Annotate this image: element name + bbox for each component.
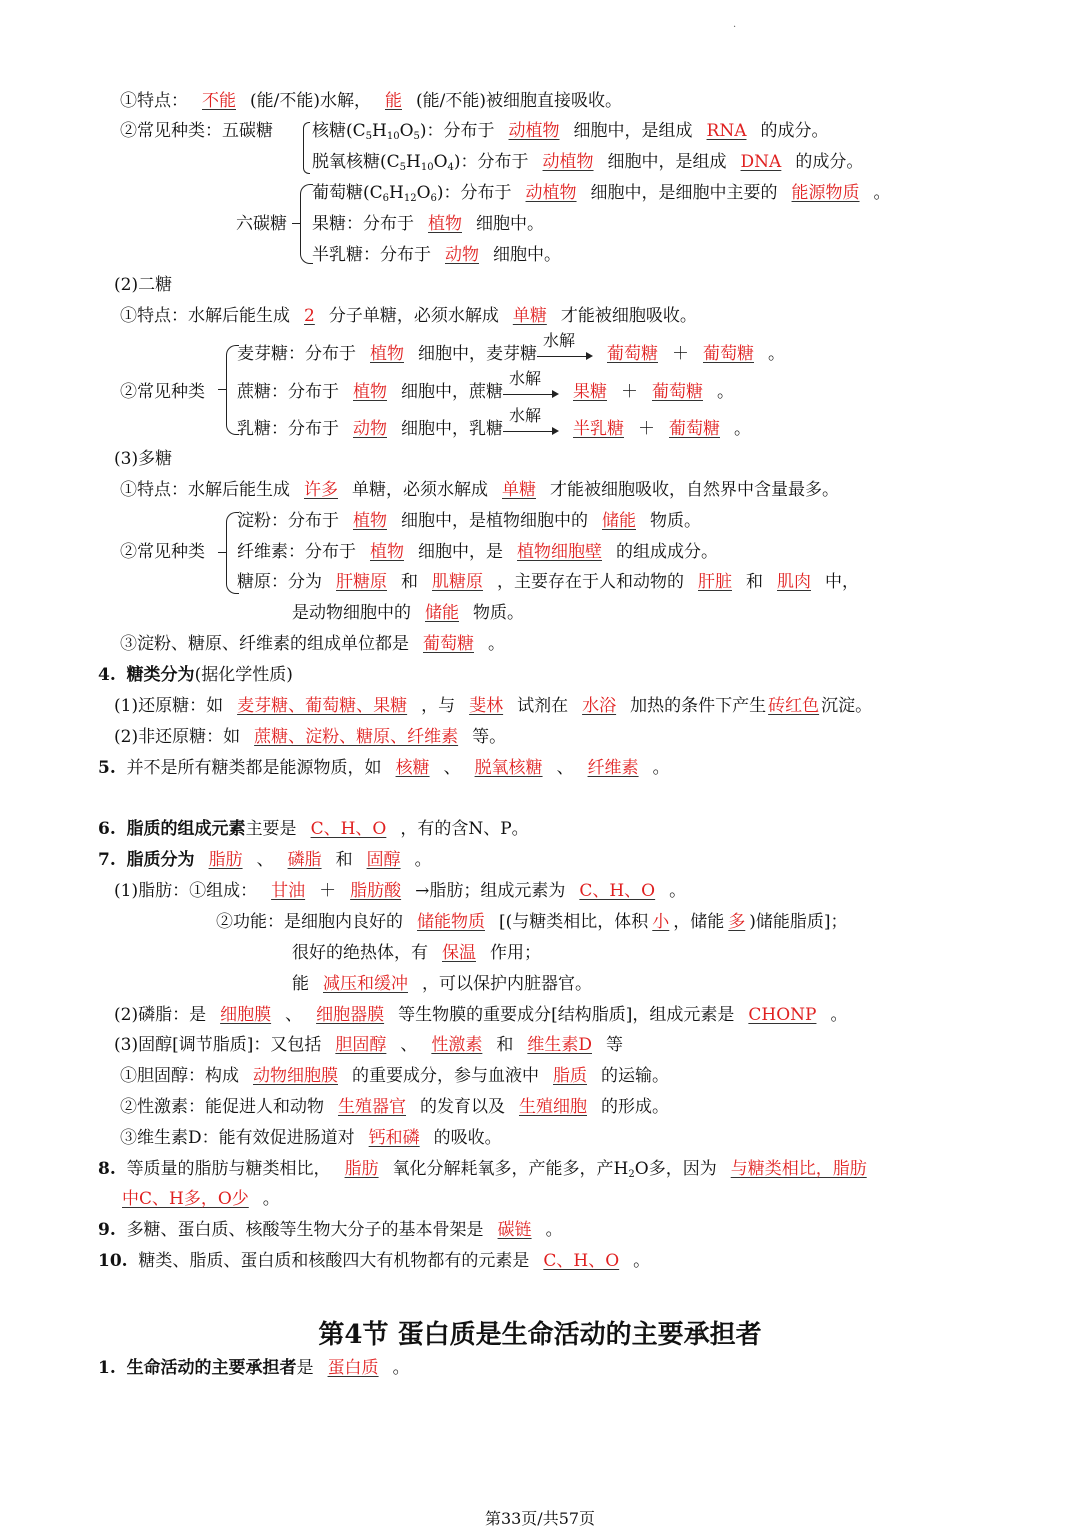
lactose-line bbox=[237, 405, 751, 440]
text: 物质。 bbox=[650, 511, 701, 531]
text: 半乳糖：分布于 bbox=[312, 245, 431, 265]
text: O bbox=[399, 121, 414, 141]
question-number: 7. bbox=[98, 850, 116, 870]
text: (能/不能)被细胞直接吸收。 bbox=[416, 91, 622, 111]
answer: 能 bbox=[385, 91, 402, 111]
nonreducing-sugar-line bbox=[114, 726, 506, 748]
q4-heading bbox=[98, 664, 293, 686]
text: 细胞中。 bbox=[493, 245, 561, 265]
text: H bbox=[389, 183, 404, 203]
text: 、 bbox=[256, 850, 274, 870]
text: 细胞中，是 bbox=[418, 542, 503, 562]
answer: 小 bbox=[652, 912, 670, 932]
answer: 生殖器官 bbox=[338, 1097, 406, 1117]
phospholipid-line bbox=[114, 1004, 847, 1026]
subscript: 5 bbox=[413, 131, 420, 142]
answer: 储能 bbox=[425, 603, 459, 623]
text: 细胞中，是组成 bbox=[607, 152, 727, 172]
text: (1)还原糖：如 bbox=[114, 696, 224, 716]
text: 。 bbox=[830, 1005, 848, 1025]
answer: 肝脏 bbox=[698, 572, 732, 592]
glycogen-line-2 bbox=[292, 602, 524, 624]
answer: 半乳糖 bbox=[573, 419, 624, 439]
text: 六碳糖 bbox=[236, 214, 287, 234]
text: ②常见种类 bbox=[120, 382, 205, 402]
answer: RNA bbox=[706, 121, 747, 141]
subscript: 4 bbox=[447, 162, 454, 173]
text: 沉淀。 bbox=[821, 696, 873, 716]
text: 主要是 bbox=[245, 819, 297, 839]
text: 的形成。 bbox=[601, 1097, 669, 1117]
key-term: 糖类分为 bbox=[126, 665, 195, 685]
answer: 减压和缓冲 bbox=[323, 974, 408, 994]
answer: 葡萄糖 bbox=[607, 344, 658, 364]
q9-line bbox=[98, 1219, 563, 1241]
question-number: 6. bbox=[98, 819, 116, 839]
answer: 植物细胞壁 bbox=[517, 542, 602, 562]
answer: 植物 bbox=[353, 511, 387, 531]
question-number: 4. bbox=[98, 665, 116, 685]
text: 。 bbox=[768, 344, 785, 364]
q10-line bbox=[98, 1250, 650, 1272]
answer: 与糖类相比，脂肪 bbox=[730, 1159, 867, 1179]
text: 核糖(C bbox=[312, 121, 366, 141]
hydrolysis-arrow bbox=[503, 405, 559, 441]
answer: 生殖细胞 bbox=[519, 1097, 587, 1117]
text: 细胞中，麦芽糖 bbox=[418, 344, 537, 364]
key-term: 脂质的组成元素 bbox=[126, 819, 246, 839]
answer: 纤维素 bbox=[587, 758, 639, 778]
text: 的发育以及 bbox=[420, 1097, 505, 1117]
text: 。 bbox=[873, 183, 891, 203]
question-number: 1. bbox=[98, 1358, 116, 1378]
text: 能 bbox=[292, 974, 309, 994]
answer: 保温 bbox=[442, 943, 476, 963]
deoxyribose-line bbox=[312, 151, 863, 173]
text: )：分布于 bbox=[436, 183, 512, 203]
answer: 单糖 bbox=[502, 480, 536, 500]
text: 细胞中，乳糖 bbox=[401, 419, 503, 439]
answer: 动植物 bbox=[525, 183, 577, 203]
text: ＋ bbox=[672, 344, 689, 364]
text: (2)磷脂：是 bbox=[114, 1005, 207, 1025]
text: 等。 bbox=[472, 727, 507, 747]
maltose-line bbox=[237, 330, 785, 365]
answer: CHONP bbox=[748, 1005, 817, 1025]
di-types-lead bbox=[120, 381, 205, 403]
ribose-line bbox=[312, 120, 828, 142]
text: 和 bbox=[496, 1035, 514, 1055]
text: (据化学性质) bbox=[194, 665, 293, 685]
pentose-brace bbox=[303, 122, 310, 174]
text: 细胞中，蔗糖 bbox=[401, 382, 503, 402]
text: O bbox=[433, 152, 448, 172]
answer: 2 bbox=[304, 306, 315, 326]
answer: 单糖 bbox=[512, 306, 547, 326]
cholesterol-line bbox=[120, 1065, 669, 1087]
text: H bbox=[406, 152, 421, 172]
text: 。 bbox=[545, 1220, 563, 1240]
answer: 葡萄糖 bbox=[669, 419, 720, 439]
subscript: 10 bbox=[386, 131, 400, 142]
text: 细胞中，是组成 bbox=[573, 121, 693, 141]
arrow-label: 水解 bbox=[543, 330, 576, 350]
text: 等生物膜的重要成分[结构脂质]，组成元素是 bbox=[398, 1005, 735, 1025]
answer: C、H、O bbox=[543, 1251, 620, 1271]
sterol-line bbox=[114, 1034, 623, 1056]
text: 多糖、蛋白质、核酸等生物大分子的基本骨架是 bbox=[126, 1220, 484, 1240]
answer: 动物细胞膜 bbox=[253, 1066, 338, 1086]
text: ③维生素D：能有效促进肠道对 bbox=[120, 1128, 355, 1148]
subscript: 5 bbox=[365, 131, 373, 142]
text: 糖类、脂质、蛋白质和核酸四大有机物都有的元素是 bbox=[138, 1251, 530, 1271]
answer: 碳链 bbox=[497, 1220, 532, 1240]
subscript: 12 bbox=[403, 193, 417, 204]
text: 试剂在 bbox=[517, 696, 569, 716]
galactose-line bbox=[312, 244, 561, 266]
text: 糖原：分为 bbox=[237, 572, 322, 592]
text: 等质量的脂肪与糖类相比， bbox=[126, 1159, 331, 1179]
reducing-sugar-line bbox=[114, 695, 872, 717]
answer: 脱氧核糖 bbox=[474, 758, 543, 778]
text: [(与糖类相比，体积 bbox=[499, 912, 649, 932]
answer: 细胞器膜 bbox=[316, 1005, 385, 1025]
answer: 水浴 bbox=[582, 696, 617, 716]
text: 加热的条件下产生 bbox=[630, 696, 767, 716]
scan-mark: · bbox=[733, 22, 737, 33]
answer: C、H、O bbox=[579, 881, 656, 901]
fructose-line bbox=[312, 213, 544, 235]
arrow-label: 水解 bbox=[509, 405, 542, 425]
di-feature-line bbox=[120, 305, 697, 327]
section-title: 第4节 蛋白质是生命活动的主要承担者 bbox=[318, 1320, 762, 1350]
subscript: 10 bbox=[420, 162, 434, 173]
text: O bbox=[416, 183, 431, 203]
answer: DNA bbox=[740, 152, 782, 172]
text: 脱氧核糖(C bbox=[312, 152, 400, 172]
answer: 砖红色 bbox=[768, 696, 820, 716]
text: 的吸收。 bbox=[433, 1128, 502, 1148]
text: ①特点： bbox=[120, 91, 188, 111]
cellulose-line bbox=[237, 541, 718, 563]
q6-line bbox=[98, 818, 529, 840]
subscript: 5 bbox=[399, 162, 407, 173]
answer: 肝糖原 bbox=[336, 572, 387, 592]
answer: 蛋白质 bbox=[327, 1358, 379, 1378]
text: ②常见种类：五碳糖 bbox=[120, 121, 273, 141]
hexose-lead bbox=[236, 213, 287, 235]
subscript: 6 bbox=[382, 193, 390, 204]
page-number: 第33页/共57页 bbox=[484, 1509, 596, 1528]
answer: 肌肉 bbox=[777, 572, 811, 592]
answer: 固醇 bbox=[366, 850, 401, 870]
text: )：分布于 bbox=[419, 121, 495, 141]
answer: 核糖 bbox=[395, 758, 430, 778]
q8-line bbox=[98, 1158, 867, 1180]
text: 并不是所有糖类都是能源物质，如 bbox=[126, 758, 382, 778]
subscript: 6 bbox=[430, 193, 437, 204]
answer: 磷脂 bbox=[287, 850, 322, 870]
text: 才能被细胞吸收，自然界中含量最多。 bbox=[550, 480, 839, 500]
answer: 性激素 bbox=[431, 1035, 483, 1055]
answer: 能源物质 bbox=[791, 183, 860, 203]
answer: 植物 bbox=[428, 214, 462, 234]
text: O多，因为 bbox=[634, 1159, 717, 1179]
text: 等 bbox=[606, 1035, 623, 1055]
text: 。 bbox=[633, 1251, 651, 1271]
vitamin-d-line bbox=[120, 1127, 502, 1149]
s4-q1-line bbox=[98, 1357, 410, 1379]
text: )储能脂质]； bbox=[749, 912, 848, 932]
text: (2)非还原糖：如 bbox=[114, 727, 241, 747]
text: 是 bbox=[296, 1358, 314, 1378]
text: (能/不能)水解， bbox=[250, 91, 371, 111]
text: 麦芽糖：分布于 bbox=[237, 344, 356, 364]
q5-line bbox=[98, 757, 670, 779]
answer: 植物 bbox=[370, 344, 404, 364]
text: 才能被细胞吸收。 bbox=[560, 306, 697, 326]
answer: 动物 bbox=[445, 245, 479, 265]
answer: 动物 bbox=[353, 419, 387, 439]
text: H bbox=[372, 121, 387, 141]
text: ①胆固醇：构成 bbox=[120, 1066, 239, 1086]
text: 。 bbox=[414, 850, 432, 870]
key-term: 生命活动的主要承担者 bbox=[126, 1358, 297, 1378]
glucose-line bbox=[312, 182, 891, 204]
answer: 斐林 bbox=[469, 696, 504, 716]
answer: 葡萄糖 bbox=[703, 344, 754, 364]
text: 的成分。 bbox=[760, 121, 829, 141]
text: 和 bbox=[401, 572, 418, 592]
answer: 胆固醇 bbox=[335, 1035, 387, 1055]
text: 。 bbox=[488, 634, 505, 654]
text: (3)多糖 bbox=[114, 449, 173, 469]
text: ①特点：水解后能生成 bbox=[120, 306, 290, 326]
answer: 维生素D bbox=[527, 1035, 592, 1055]
hydrolysis-arrow bbox=[537, 330, 593, 366]
text: 细胞中，是细胞中主要的 bbox=[590, 183, 778, 203]
question-number: 10. bbox=[98, 1251, 128, 1271]
text: ，储能 bbox=[673, 912, 725, 932]
answer: 甘油 bbox=[271, 881, 306, 901]
poly-types-lead bbox=[120, 541, 205, 563]
q7-line bbox=[98, 849, 432, 871]
text: 。 bbox=[392, 1358, 410, 1378]
arrow-label: 水解 bbox=[509, 368, 542, 388]
answer: 储能 bbox=[602, 511, 636, 531]
poly-unit-line bbox=[120, 633, 505, 655]
text: ②常见种类 bbox=[120, 542, 205, 562]
polysaccharide-heading bbox=[114, 448, 172, 470]
text: ③淀粉、糖原、纤维素的组成单位都是 bbox=[120, 634, 409, 654]
text: ，有的含N、P。 bbox=[400, 819, 529, 839]
key-term: 脂质分为 bbox=[126, 850, 195, 870]
answer: 储能物质 bbox=[417, 912, 485, 932]
hydrolysis-arrow bbox=[503, 368, 559, 404]
text: 。 bbox=[652, 758, 670, 778]
answer: 中C、H多，O少 bbox=[122, 1189, 249, 1209]
answer: 多 bbox=[728, 912, 746, 932]
text: 物质。 bbox=[473, 603, 524, 623]
fat-composition-line bbox=[114, 880, 686, 902]
text: 淀粉：分布于 bbox=[237, 511, 339, 531]
text: 是动物细胞中的 bbox=[292, 603, 411, 623]
text: 中， bbox=[825, 572, 859, 592]
answer: 植物 bbox=[353, 382, 387, 402]
text: (3)固醇[调节脂质]：又包括 bbox=[114, 1035, 322, 1055]
subscript: 2 bbox=[628, 1169, 635, 1180]
fat-cushion-line bbox=[292, 973, 592, 995]
text: 葡萄糖(C bbox=[312, 183, 383, 203]
question-number: 8. bbox=[98, 1159, 116, 1179]
pentose-line bbox=[120, 120, 273, 142]
answer: 蔗糖、淀粉、糖原、纤维素 bbox=[254, 727, 459, 747]
starch-line bbox=[237, 510, 701, 532]
mono-feature-line bbox=[120, 90, 622, 112]
text: (1)脂肪：①组成： bbox=[114, 881, 258, 901]
text: →脂肪；组成元素为 bbox=[415, 881, 566, 901]
text: 乳糖：分布于 bbox=[237, 419, 339, 439]
text: 和 bbox=[746, 572, 763, 592]
text: ②性激素：能促进人和动物 bbox=[120, 1097, 324, 1117]
q8-line-2 bbox=[122, 1188, 280, 1210]
text: )：分布于 bbox=[453, 152, 529, 172]
fat-insulation-line bbox=[292, 942, 541, 964]
answer: 脂肪酸 bbox=[350, 881, 402, 901]
text: 的重要成分，参与血液中 bbox=[352, 1066, 539, 1086]
text: 。 bbox=[669, 881, 687, 901]
answer: 果糖 bbox=[573, 382, 607, 402]
text: 的组成成分。 bbox=[616, 542, 718, 562]
text: 氧化分解耗氧多，产能多，产H bbox=[392, 1159, 629, 1179]
answer: 动植物 bbox=[508, 121, 560, 141]
answer: 钙和磷 bbox=[368, 1128, 420, 1148]
text: 、 bbox=[285, 1005, 303, 1025]
text: 。 bbox=[717, 382, 734, 402]
text: ，主要存在于人和动物的 bbox=[497, 572, 684, 592]
text: 细胞中，是植物细胞中的 bbox=[401, 511, 588, 531]
text: ＋ bbox=[621, 382, 638, 402]
text: 。 bbox=[262, 1189, 280, 1209]
fat-function-line bbox=[216, 911, 848, 933]
text: (2)二糖 bbox=[114, 275, 173, 295]
poly-feature-line bbox=[120, 479, 839, 501]
question-number: 5. bbox=[98, 758, 116, 778]
text: 很好的绝热体，有 bbox=[292, 943, 428, 963]
answer: 许多 bbox=[304, 480, 338, 500]
answer: 动植物 bbox=[542, 152, 594, 172]
answer: 肌糖原 bbox=[432, 572, 483, 592]
answer: 不能 bbox=[202, 91, 236, 111]
question-number: 9. bbox=[98, 1220, 116, 1240]
answer: 脂质 bbox=[553, 1066, 587, 1086]
answer: 脂肪 bbox=[208, 850, 243, 870]
sucrose-line bbox=[237, 368, 734, 403]
answer: 葡萄糖 bbox=[423, 634, 474, 654]
text: ②功能：是细胞内良好的 bbox=[216, 912, 403, 932]
sex-hormone-line bbox=[120, 1096, 669, 1118]
text: 作用； bbox=[490, 943, 541, 963]
answer: C、H、O bbox=[310, 819, 387, 839]
text: 细胞中。 bbox=[476, 214, 544, 234]
text: 。 bbox=[734, 419, 751, 439]
text: 分子单糖，必须水解成 bbox=[328, 306, 499, 326]
text: ＋ bbox=[319, 881, 337, 901]
text: 和 bbox=[335, 850, 353, 870]
answer: 细胞膜 bbox=[220, 1005, 272, 1025]
text: 的运输。 bbox=[601, 1066, 669, 1086]
text: 、 bbox=[400, 1035, 418, 1055]
text: 的成分。 bbox=[795, 152, 864, 172]
text: 单糖，必须水解成 bbox=[352, 480, 488, 500]
text: 蔗糖：分布于 bbox=[237, 382, 339, 402]
glycogen-line bbox=[237, 571, 859, 593]
text: ＋ bbox=[638, 419, 655, 439]
text: 、 bbox=[443, 758, 461, 778]
disaccharide-heading bbox=[114, 274, 172, 296]
answer: 麦芽糖、葡萄糖、果糖 bbox=[237, 696, 408, 716]
text: 、 bbox=[556, 758, 574, 778]
text: 纤维素：分布于 bbox=[237, 542, 356, 562]
text: ，与 bbox=[421, 696, 456, 716]
answer: 植物 bbox=[370, 542, 404, 562]
text: ①特点：水解后能生成 bbox=[120, 480, 290, 500]
text: ，可以保护内脏器官。 bbox=[422, 974, 592, 994]
answer: 脂肪 bbox=[344, 1159, 379, 1179]
answer: 葡萄糖 bbox=[652, 382, 703, 402]
text: 果糖：分布于 bbox=[312, 214, 414, 234]
